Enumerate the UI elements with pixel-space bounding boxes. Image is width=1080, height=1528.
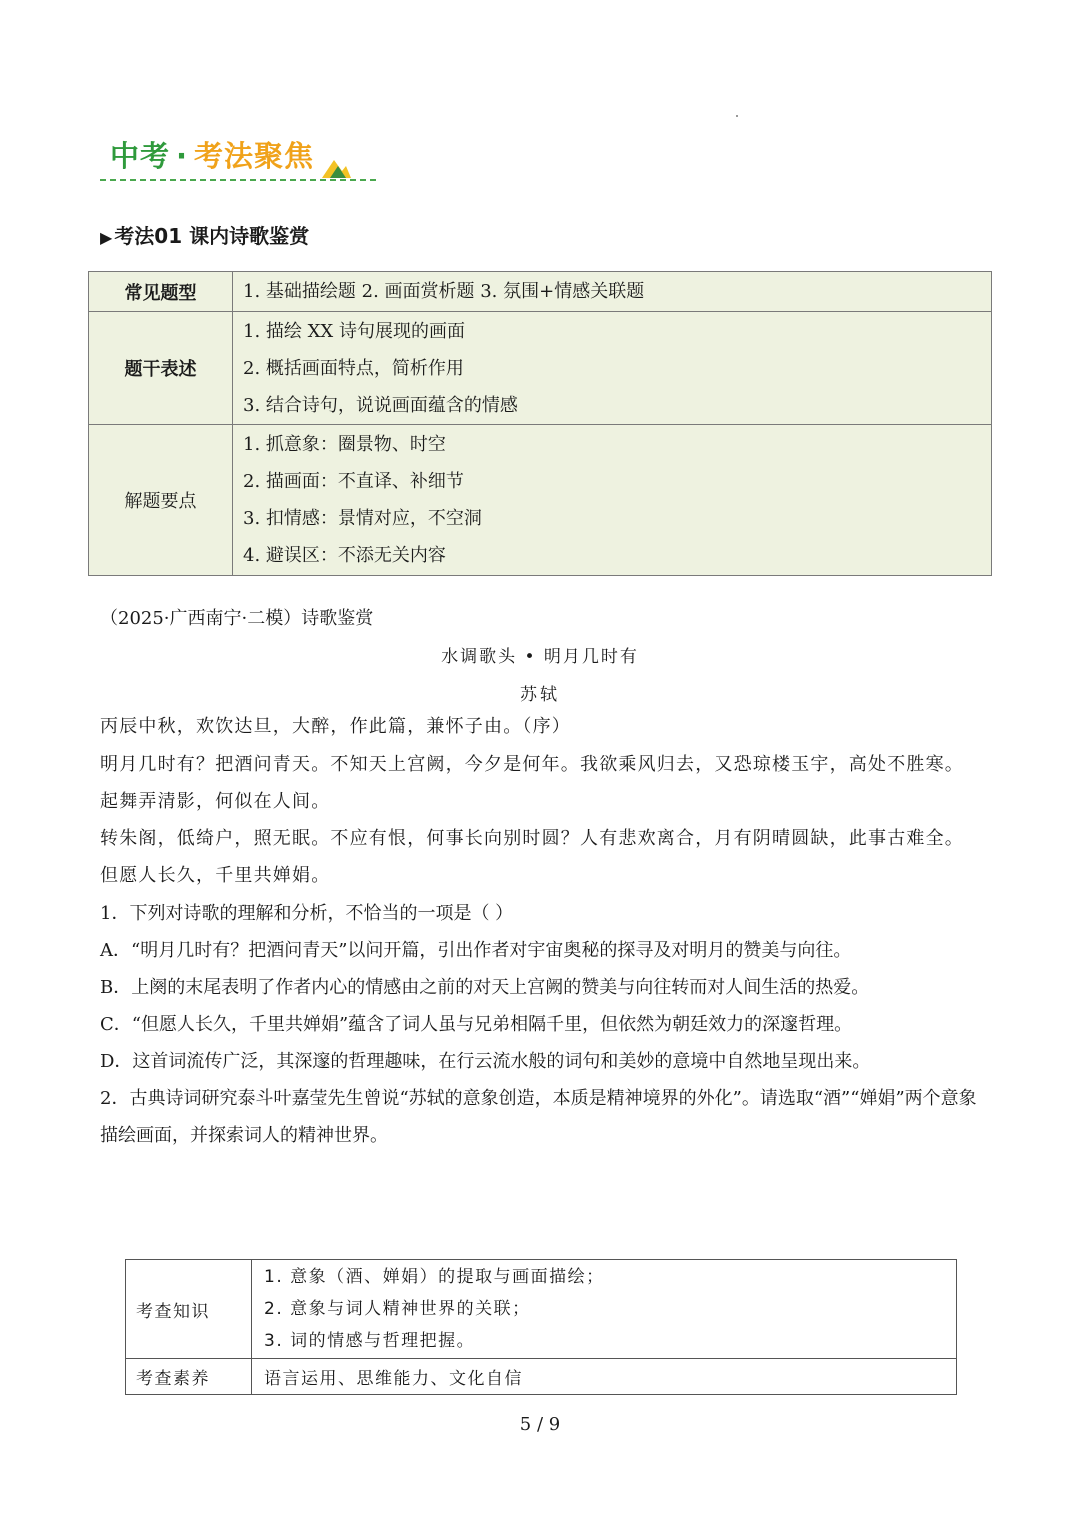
poem-stanza-1: 明月几时有？把酒问青天。不知天上宫阙，今夕是何年。我欲乘风归去，又恐琼楼玉宇，高处不胜寒。起舞弄清影，何似在人间。	[100, 754, 964, 812]
option-a: A．“明月几时有？把酒问青天”以问开篇，引出作者对宇宙奥秘的探寻及对明月的赞美与向往。	[100, 940, 852, 961]
row-content	[233, 312, 992, 425]
knowledge-table	[125, 1259, 957, 1395]
row-line: 1. 抓意象：圈景物、时空	[243, 434, 446, 455]
banner-title	[110, 134, 314, 175]
row-line: 1. 描绘 XX 诗句展现的画面	[243, 320, 465, 342]
scan-dot	[736, 115, 738, 117]
option-b: B．上阕的末尾表明了作者内心的情感由之前的对天上宫阙的赞美与向往转而对人间生活的热爱。	[100, 977, 870, 998]
option-c: C．“但愿人长久，千里共婵娟”蕴含了词人虽与兄弟相隔千里，但依然为朝廷效力的深邃哲理。	[100, 1014, 853, 1035]
poem-preface: 丙辰中秋，欢饮达旦，大醉，作此篇，兼怀子由。（序）	[100, 716, 571, 737]
knowledge-content	[252, 1260, 957, 1359]
knowledge-line: 2. 意象与词人精神世界的关联；	[264, 1299, 531, 1319]
triangle-right-icon: ▶	[100, 228, 113, 247]
banner-underline	[100, 179, 376, 181]
method-table	[88, 271, 992, 576]
row-line: 3. 扣情感：景情对应，不空洞	[243, 508, 482, 529]
banner-part1: 中考	[110, 139, 171, 173]
row-content	[233, 425, 992, 576]
section-banner	[100, 130, 380, 185]
poem-title: 水调歌头 • 明月几时有	[441, 647, 639, 667]
table-row	[126, 1359, 957, 1395]
section-heading	[100, 220, 309, 249]
poem-author: 苏轼	[520, 685, 560, 705]
mountain-icon	[320, 154, 352, 180]
page-number: 5 / 9	[519, 1414, 561, 1435]
table-row	[126, 1260, 957, 1359]
row-line: 1. 基础描绘题 2. 画面赏析题 3. 氛围+情感关联题	[243, 281, 645, 302]
option-d: D．这首词流传广泛，其深邃的哲理趣味，在行云流水般的词句和美妙的意境中自然地呈现出来。	[100, 1051, 871, 1072]
banner-part2: 考法聚焦	[194, 139, 315, 173]
literacy-label: 考查素养	[126, 1359, 252, 1395]
row-content	[233, 272, 992, 312]
literacy-value: 语言运用、思维能力、文化自信	[252, 1359, 957, 1395]
table-row	[89, 272, 992, 312]
banner-dot: ·	[176, 139, 189, 173]
row-line: 2. 描画面：不直译、补细节	[243, 471, 464, 492]
table-row	[89, 312, 992, 425]
question-1: 1．下列对诗歌的理解和分析，不恰当的一项是（ ）	[100, 903, 514, 924]
knowledge-label: 考查知识	[126, 1260, 252, 1359]
row-line: 2. 概括画面特点，简析作用	[243, 357, 464, 379]
table-row	[89, 425, 992, 576]
row-line: 3. 结合诗句，说说画面蕴含的情感	[243, 394, 518, 416]
knowledge-line: 3. 词的情感与哲理把握。	[264, 1331, 476, 1351]
row-line: 4. 避误区：不添无关内容	[243, 545, 446, 566]
row-label: 解题要点	[89, 425, 233, 576]
knowledge-line: 1. 意象（酒、婵娟）的提取与画面描绘；	[264, 1267, 605, 1287]
section-title: 考法01 课内诗歌鉴赏	[114, 224, 310, 248]
question-2: 2．古典诗词研究泰斗叶嘉莹先生曾说“苏轼的意象创造，本质是精神境界的外化”。请选取“酒”“婵娟”两个意象描绘画面，并探索词人的精神世界。	[100, 1088, 977, 1146]
row-label: 题干表述	[89, 312, 233, 425]
row-label: 常见题型	[89, 272, 233, 312]
poem-stanza-2: 转朱阁，低绮户，照无眠。不应有恨，何事长向别时圆？人有悲欢离合，月有阴晴圆缺，此事古难全。但愿人长久，千里共婵娟。	[100, 828, 964, 886]
question-source: （2025·广西南宁·二模）诗歌鉴赏	[100, 608, 374, 629]
